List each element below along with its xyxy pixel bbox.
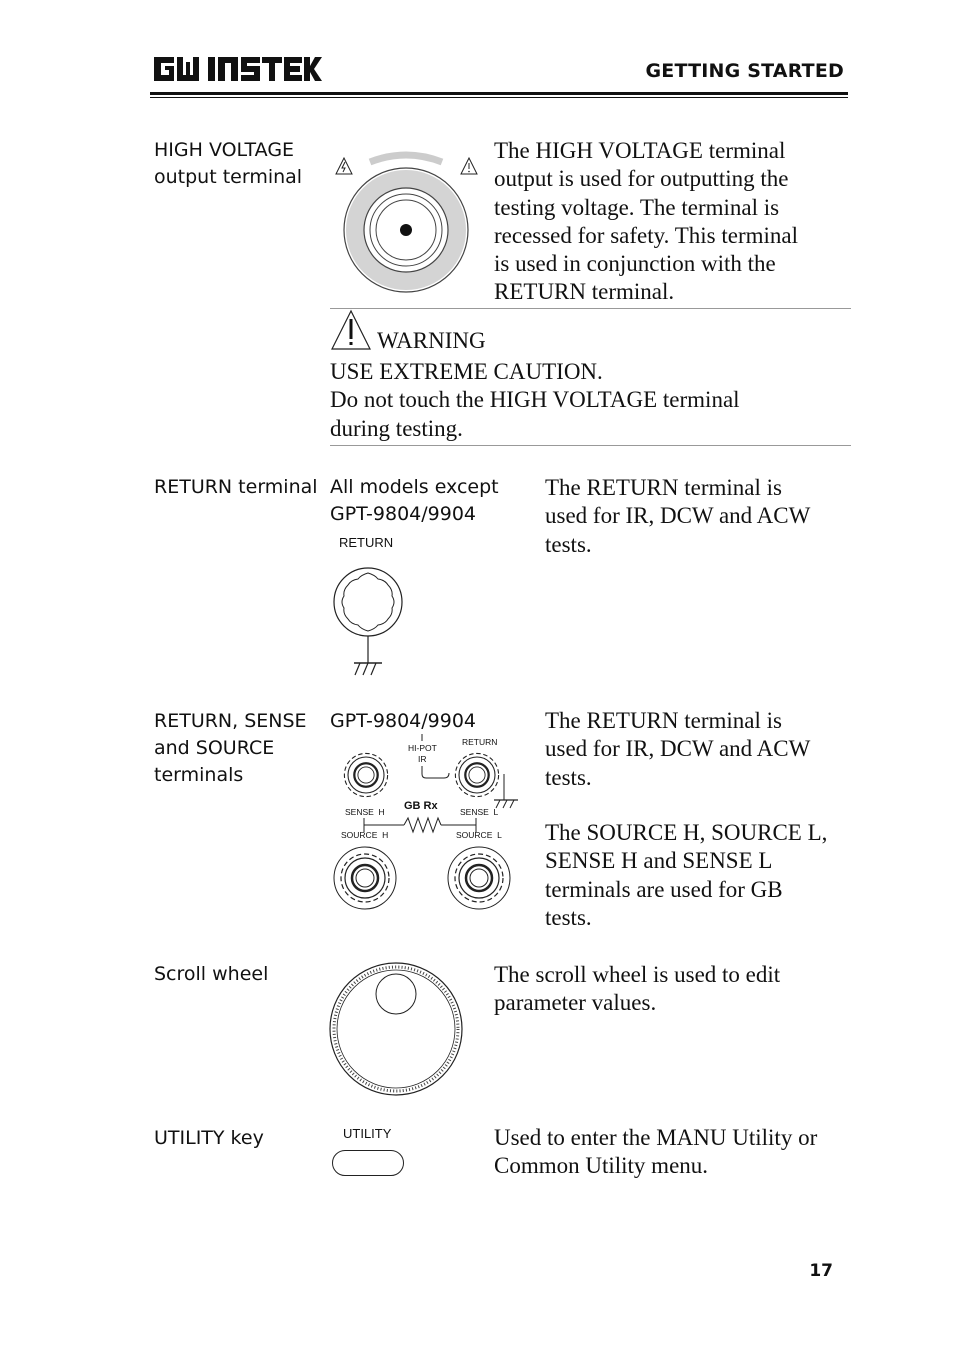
source-l-label: SOURCE L	[456, 830, 502, 840]
return-desc-line: tests.	[545, 531, 592, 557]
section-title: GETTING STARTED	[645, 60, 844, 82]
warning-body	[330, 358, 740, 443]
rss-label-line3: terminals	[154, 764, 244, 786]
scroll-wheel-icon	[328, 960, 468, 1100]
sense-l-label: SENSE L	[460, 807, 499, 817]
return-desc-line: used for IR, DCW and ACW	[545, 503, 811, 529]
rss-desc-a-line: The RETURN terminal is	[545, 708, 782, 733]
rss-model: GPT-9804/9904	[330, 710, 477, 732]
rss-description-b	[545, 819, 827, 932]
high-voltage-description	[494, 137, 798, 307]
return-terminal-icon	[328, 563, 408, 681]
header-rule-thin	[150, 97, 848, 98]
hv-desc-line: output is used for outputting the	[494, 166, 789, 192]
scroll-wheel-description	[494, 961, 780, 1018]
hv-desc-line: recessed for safety. This terminal	[494, 222, 798, 248]
utility-desc-line: Used to enter the MANU Utility or	[494, 1125, 818, 1150]
utility-key-caption: UTILITY	[343, 1126, 392, 1141]
rss-desc-a-line: tests.	[545, 764, 592, 790]
utility-key-description	[494, 1124, 817, 1181]
scroll-wheel-diagram	[328, 960, 468, 1105]
hv-desc-line: The HIGH VOLTAGE terminal	[494, 138, 786, 163]
rss-label-line2: and SOURCE	[154, 737, 275, 759]
warning-title: WARNING	[377, 328, 486, 353]
high-voltage-label-line1: HIGH VOLTAGE	[154, 139, 295, 161]
high-voltage-terminal-icon	[330, 148, 486, 300]
hv-desc-line: RETURN terminal.	[494, 279, 675, 305]
hv-desc-line: testing voltage. The terminal is	[494, 194, 780, 220]
return-terminal-description	[545, 474, 810, 559]
utility-key-label: UTILITY key	[154, 1127, 264, 1149]
return-sense-source-label	[154, 708, 307, 789]
ir-label: IR	[418, 754, 427, 764]
return-desc-line: The RETURN terminal is	[545, 475, 782, 500]
gw-instek-logo	[152, 54, 324, 89]
return-terminal-label: RETURN terminal	[154, 476, 318, 498]
utility-key-icon	[332, 1150, 404, 1176]
high-voltage-terminal-diagram	[330, 148, 486, 305]
return-model-note-line2: GPT-9804/9904	[330, 503, 477, 525]
scroll-wheel-label: Scroll wheel	[154, 963, 269, 985]
hv-desc-line: is used in conjunction with the	[494, 251, 776, 277]
gb-rx-label: GB Rx	[404, 800, 438, 812]
rss-description-a	[545, 707, 810, 792]
gb-terminals-icon	[328, 732, 528, 917]
scroll-desc-line: The scroll wheel is used to edit	[494, 962, 781, 987]
high-voltage-label	[154, 137, 302, 191]
warning-line: USE EXTREME CAUTION.	[330, 359, 603, 384]
header-rule	[150, 92, 848, 95]
page-number: 17	[809, 1261, 833, 1281]
warning-bottom-rule	[330, 445, 851, 446]
return-terminal-diagram	[328, 563, 408, 686]
return-model-note	[330, 474, 499, 528]
warning-line: Do not touch the HIGH VOLTAGE terminal	[330, 387, 740, 413]
utility-desc-line: Common Utility menu.	[494, 1153, 709, 1179]
rss-desc-a-line: used for IR, DCW and ACW	[545, 736, 811, 762]
return-small-label: RETURN	[462, 737, 498, 747]
source-h-label: SOURCE H	[341, 830, 389, 840]
rss-desc-b-line: tests.	[545, 904, 592, 930]
gw-instek-logo-icon	[152, 54, 324, 84]
sense-h-label: SENSE H	[345, 807, 385, 817]
return-diagram-label: RETURN	[339, 535, 394, 550]
warning-top-rule	[330, 308, 851, 309]
rss-desc-b-line: terminals are used for GB	[545, 876, 783, 902]
scroll-desc-line: parameter values.	[494, 990, 657, 1016]
return-model-note-line1: All models except	[330, 476, 499, 498]
rss-desc-b-line: SENSE H and SENSE L	[545, 848, 773, 874]
warning-triangle-icon	[330, 309, 372, 351]
high-voltage-label-line2: output terminal	[154, 166, 303, 188]
hipot-label: HI-POT	[408, 743, 437, 753]
rss-desc-b-line: The SOURCE H, SOURCE L,	[545, 820, 828, 845]
warning-line: during testing.	[330, 415, 463, 441]
gb-terminals-diagram	[328, 732, 528, 922]
rss-label-line1: RETURN, SENSE	[154, 710, 307, 732]
warning-icon	[330, 309, 372, 356]
